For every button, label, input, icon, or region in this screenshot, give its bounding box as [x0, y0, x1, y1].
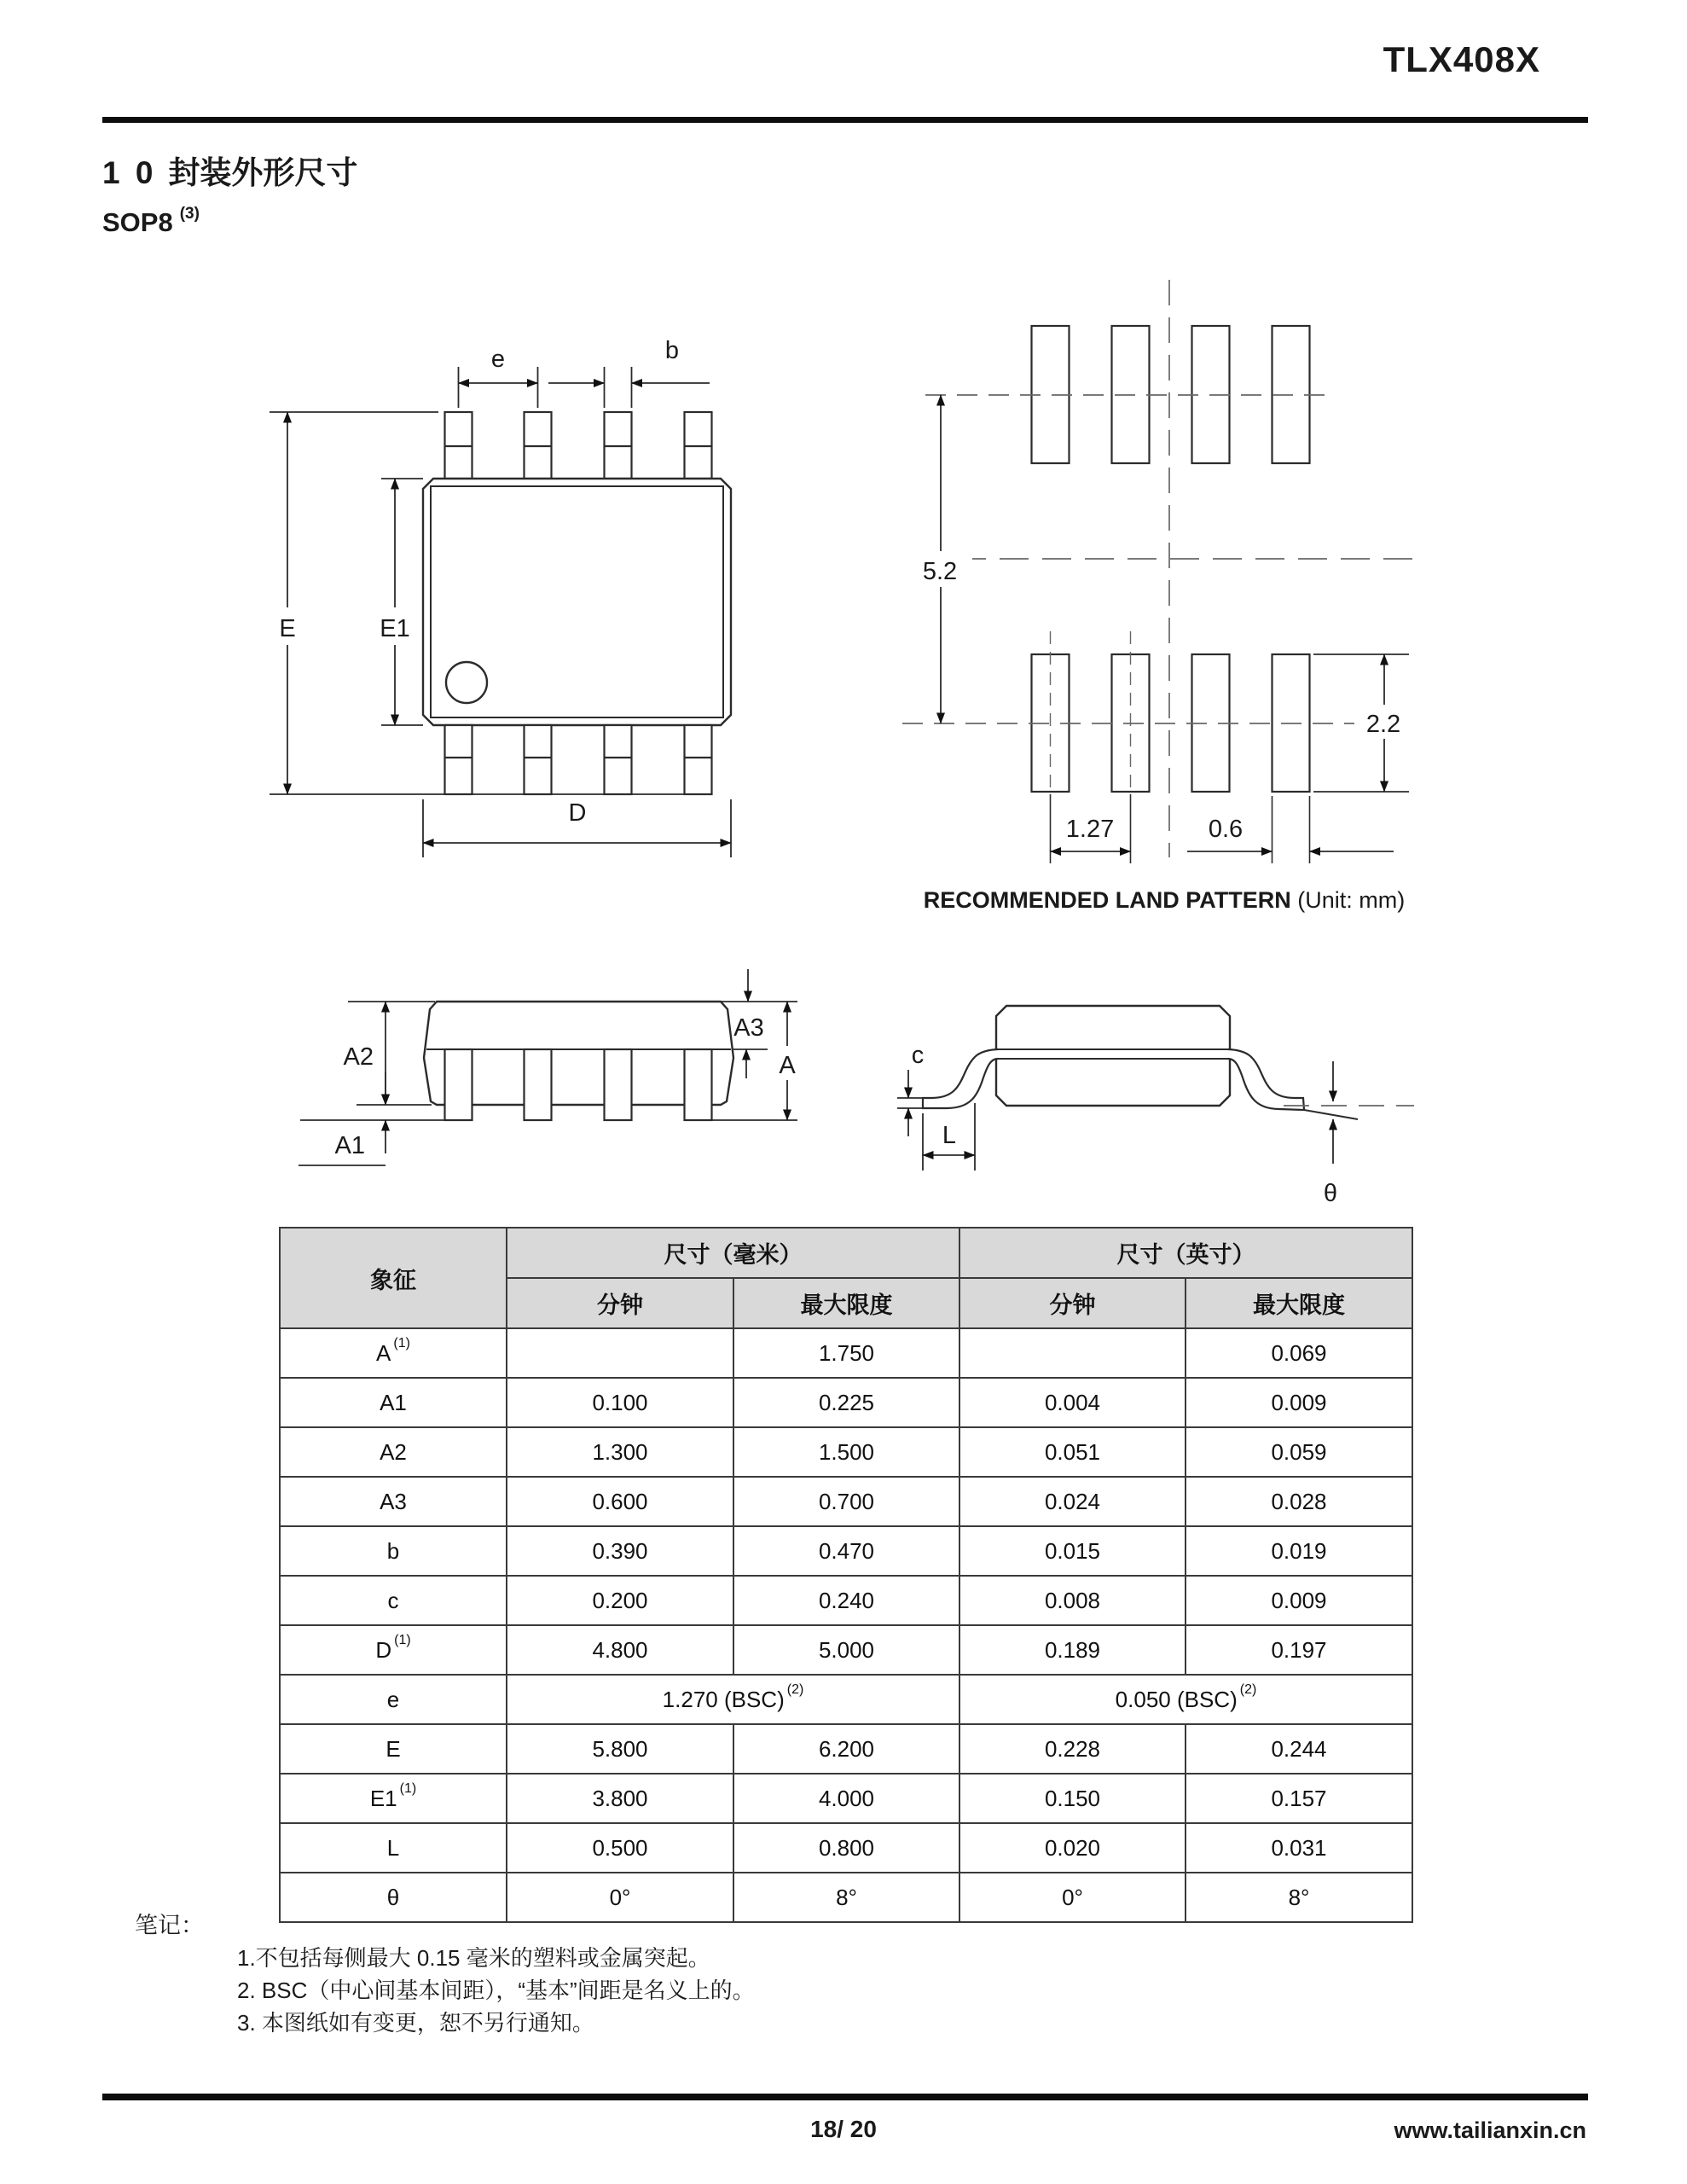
- table-row: A $^{(1)}$ 1.750 0.069: [280, 1328, 1412, 1378]
- note-item-2: 2. BSC（中心间基本间距），“基本”间距是名义上的。: [237, 1978, 755, 2003]
- table-row: A1 0.100 0.225 0.004 0.009: [280, 1378, 1412, 1427]
- page-number: 18/ 20: [810, 2116, 877, 2142]
- table-row: L 0.500 0.800 0.020 0.031: [280, 1823, 1412, 1873]
- table-row: θ 0° 8° 0° 8°: [280, 1873, 1412, 1922]
- dim-label-e: e: [490, 346, 506, 373]
- package-name: SOP8: [102, 207, 173, 237]
- caption-main: RECOMMENDED LAND PATTERN: [923, 887, 1291, 913]
- dim-label-E1: E1: [380, 615, 410, 642]
- dim-label-A3: A3: [733, 1014, 764, 1042]
- col-header-in-min: 分钟: [959, 1278, 1186, 1328]
- note-item-1: 1.不包括每侧最大 0.15 毫米的塑料或金属突起。: [237, 1945, 710, 1971]
- dim-label-A2: A2: [343, 1043, 374, 1071]
- notes-block: [135, 1909, 755, 2039]
- col-header-in-max: 最大限度: [1186, 1278, 1412, 1328]
- dim-label-pad-width: 0.6: [1208, 816, 1244, 843]
- notes-title: 笔记：: [135, 1913, 204, 1938]
- dim-label-theta: θ: [1323, 1180, 1338, 1207]
- end-view-diagram: [897, 1006, 1414, 1207]
- dim-label-row-pitch: 5.2: [922, 558, 958, 585]
- table-row: D $^{(1)}$ 4.800 5.000 0.189 0.197: [280, 1625, 1412, 1675]
- dim-label-pad-pitch: 1.27: [1065, 816, 1115, 843]
- dimensions-table: [279, 1227, 1413, 1923]
- col-header-symbol: 象征: [280, 1228, 507, 1328]
- table-row: A3 0.600 0.700 0.024 0.028: [280, 1477, 1412, 1526]
- land-pattern-diagram: [902, 280, 1416, 863]
- doc-title: TLX408X: [1383, 39, 1540, 79]
- caption-unit: (Unit: mm): [1290, 887, 1406, 913]
- section-number: 1 0: [102, 155, 157, 190]
- land-pattern-caption: [917, 887, 1412, 914]
- dim-label-b: b: [664, 337, 680, 364]
- col-group-inch: 尺寸（英寸）: [959, 1228, 1412, 1278]
- table-header-row: [280, 1228, 1412, 1278]
- section-title: 封装外形尺寸: [168, 155, 358, 190]
- table-row: c 0.200 0.240 0.008 0.009: [280, 1576, 1412, 1625]
- footer-rule: [102, 2094, 1588, 2100]
- package-sup: (3): [179, 204, 200, 223]
- dim-label-pad-height: 2.2: [1365, 711, 1401, 738]
- table-row: b 0.390 0.470 0.015 0.019: [280, 1526, 1412, 1576]
- website-link: www.tailianxin.cn: [1394, 2117, 1586, 2143]
- table-row: A2 1.300 1.500 0.051 0.059: [280, 1427, 1412, 1477]
- col-group-mm: 尺寸（毫米）: [507, 1228, 959, 1278]
- dim-label-L: L: [942, 1122, 957, 1149]
- dim-label-c: c: [911, 1042, 925, 1069]
- dim-label-E: E: [279, 615, 296, 642]
- dim-label-D: D: [568, 799, 587, 827]
- note-item-3: 3. 本图纸如有变更，恕不另行通知。: [237, 2010, 594, 2036]
- side-view-diagram: [299, 969, 804, 1165]
- dim-label-A1: A1: [334, 1132, 365, 1159]
- dim-label-A: A: [779, 1052, 796, 1079]
- table-row-e: e 1.270 (BSC) $^{(2)}$ 0.050 (BSC) $^{(2)}$: [280, 1675, 1412, 1724]
- table-row: E1 $^{(1)}$ 3.800 4.000 0.150 0.157: [280, 1774, 1412, 1823]
- col-header-mm-min: 分钟: [507, 1278, 733, 1328]
- top-view-diagram: [270, 337, 731, 857]
- col-header-mm-max: 最大限度: [733, 1278, 959, 1328]
- table-row: E 5.800 6.200 0.228 0.244: [280, 1724, 1412, 1774]
